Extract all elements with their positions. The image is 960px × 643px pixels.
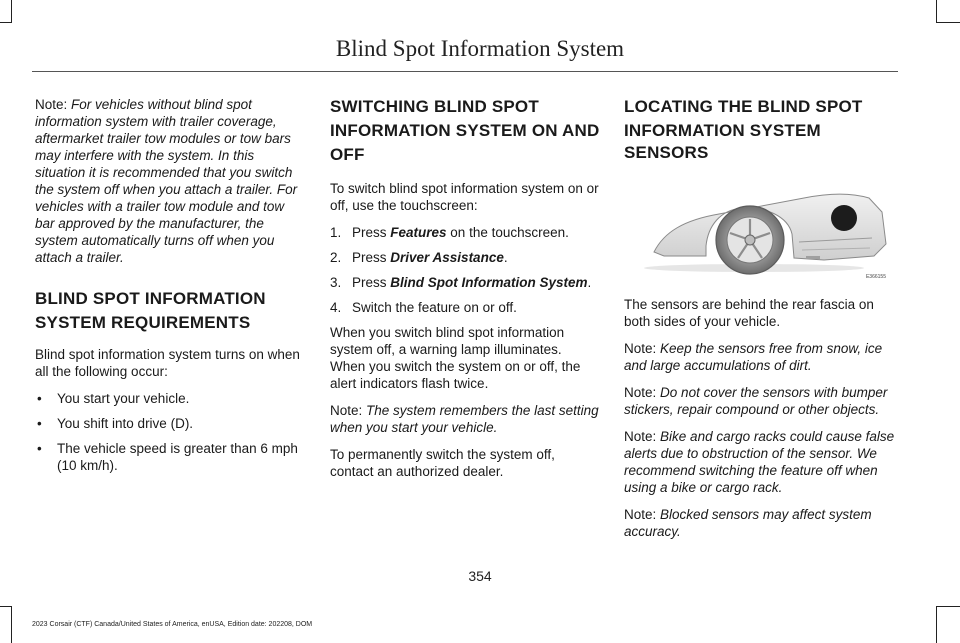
section-heading-sensors <box>624 96 896 164</box>
crop-mark <box>0 22 12 23</box>
note-text: Do not cover the sensors with bumper stickers, repair compound or other objects. <box>624 385 888 417</box>
menu-item-name: Blind Spot Information System <box>390 275 588 290</box>
list-item <box>330 224 600 241</box>
list-item: • The vehicle speed is greater than 6 mph (10 km/h). <box>35 440 305 474</box>
step-number: 1. <box>330 225 342 240</box>
heading-line: INFORMATION SYSTEM SENSORS <box>624 121 821 162</box>
intro-paragraph: Blind spot information system turns on when all the following occur: <box>35 347 300 379</box>
header-divider <box>32 71 898 72</box>
crop-mark <box>936 606 937 643</box>
step-text: on the touchscreen. <box>446 225 569 240</box>
step-text: Press <box>352 250 391 265</box>
list-item: • You start your vehicle. <box>35 390 305 407</box>
note-text: Keep the sensors free from snow, ice and large accumulations of dirt. <box>624 341 883 373</box>
heading-line: SWITCHING BLIND SPOT <box>330 97 539 116</box>
step-text: Press <box>352 275 391 290</box>
crop-mark <box>0 606 12 607</box>
note-paragraph <box>35 96 305 266</box>
note-text: For vehicles without blind spot information system with trailer coverage, aftermarket trailer tow modules or tow bars may interfere with the system. In this situation it is recommended that you switch the system off when you attach a trailer. For vehicles with a trailer tow module and tow bar approved by the manufacturer, the system automatically turns off when you attach a trailer. <box>35 97 298 265</box>
heading-line: INFORMATION SYSTEM ON AND <box>330 121 600 140</box>
note-text: Blocked sensors may affect system accuracy. <box>624 507 872 539</box>
step-text: Press <box>352 225 391 240</box>
section-heading-switching <box>330 96 600 166</box>
rear-wheel-sensor-illustration <box>624 172 896 282</box>
step-number: 3. <box>330 275 342 290</box>
crop-mark <box>936 22 960 23</box>
note-paragraph <box>624 506 896 540</box>
note-label: Note: <box>624 507 657 522</box>
steps-list <box>330 224 600 316</box>
requirements-list <box>35 390 305 474</box>
list-item <box>330 299 600 316</box>
note-text: Bike and cargo racks could cause false alerts due to obstruction of the sensor. We recommend switching the feature off when using a bike or cargo rack. <box>624 429 895 495</box>
heading-line: OFF <box>330 145 365 164</box>
section-heading-requirements <box>35 288 305 334</box>
edition-footer: 2023 Corsair (CTF) Canada/United States of America, enUSA, Edition date: 202208, DOM <box>32 621 313 628</box>
menu-item-name: Driver Assistance <box>390 250 504 265</box>
page-number: 354 <box>468 568 492 584</box>
note-label: Note: <box>624 341 657 356</box>
body-paragraph: To permanently switch the system off, contact an authorized dealer. <box>330 447 555 479</box>
note-paragraph <box>624 384 896 418</box>
step-number: 2. <box>330 250 342 265</box>
body-paragraph: The sensors are behind the rear fascia on both sides of your vehicle. <box>624 297 874 329</box>
crop-mark <box>11 0 12 22</box>
step-number: 4. <box>330 300 342 315</box>
note-label: Note: <box>624 385 657 400</box>
sensor-icon <box>831 205 857 231</box>
note-label: Note: <box>35 97 68 112</box>
heading-line: SYSTEM REQUIREMENTS <box>35 313 251 332</box>
heading-line: LOCATING THE BLIND SPOT <box>624 97 863 116</box>
note-label: Note: <box>624 429 657 444</box>
crop-mark <box>936 0 937 22</box>
step-text: . <box>587 275 592 290</box>
list-item: • You shift into drive (D). <box>35 415 305 432</box>
list-item <box>330 274 600 291</box>
note-paragraph <box>624 428 896 496</box>
figure-code: E366155 <box>865 274 886 280</box>
heading-line: BLIND SPOT INFORMATION <box>35 289 266 308</box>
body-paragraph: When you switch blind spot information system off, a warning lamp illuminates. When you switch the system on or off, the alert indicators flash twice. <box>330 325 581 391</box>
vehicle-rear-illustration <box>624 172 896 282</box>
crop-mark <box>936 606 960 607</box>
menu-item-name: Features <box>390 225 447 240</box>
intro-paragraph: To switch blind spot information system on or off, use the touchscreen: <box>330 181 599 213</box>
note-label: Note: <box>330 403 363 418</box>
note-paragraph <box>330 402 600 436</box>
step-text: Switch the feature on or off. <box>352 300 517 315</box>
column-right <box>624 96 896 550</box>
column-middle <box>330 96 600 490</box>
note-text: The system remembers the last setting when you start your vehicle. <box>330 403 599 435</box>
page-title: Blind Spot Information System <box>335 36 625 61</box>
crop-mark <box>11 606 12 643</box>
list-item <box>330 249 600 266</box>
step-text: . <box>503 250 508 265</box>
note-paragraph <box>624 340 896 374</box>
column-left <box>35 96 305 482</box>
